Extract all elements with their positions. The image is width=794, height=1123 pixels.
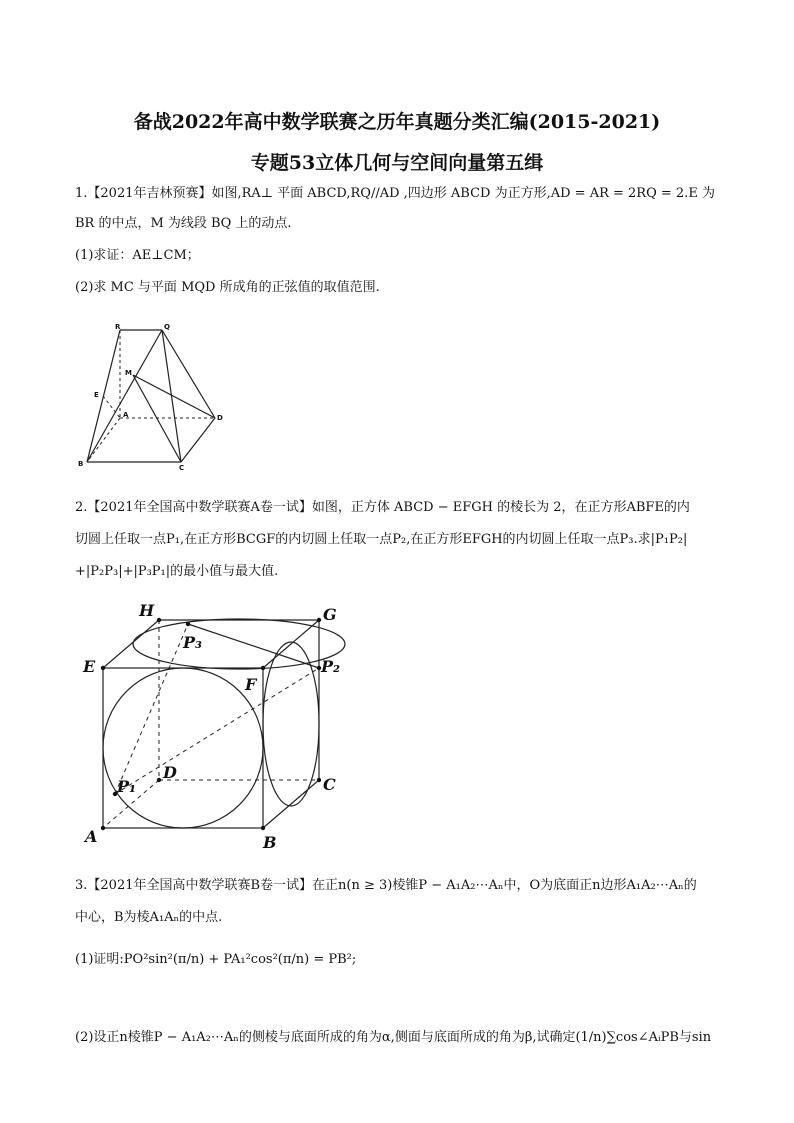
- fig1-label-B: B: [78, 460, 84, 468]
- fig2-label-B: B: [263, 833, 277, 852]
- problem-3-line-2: 中心，B为棱A₁Aₙ的中点.: [75, 910, 223, 925]
- problem-1-part-2: (2)求 MC 与平面 MQD 所成角的正弦值的取值范围.: [75, 280, 380, 295]
- fig1-label-R: R: [115, 323, 121, 331]
- fig2-label-D: D: [163, 763, 177, 782]
- problem-2-line-2: 切圆上任取一点P₁,在正方形BCGF的内切圆上任取一点P₂,在正方形EFGH的内切圆上任取一点P₃.求|P₁P₂|: [75, 532, 688, 547]
- problem-3-part-1: (1)证明:PO²sin²(π/n) + PA₁²cos²(π/n) = PB²;: [75, 952, 357, 967]
- fig2-label-G: G: [323, 605, 337, 624]
- page-title: 备战2022年高中数学联赛之历年真题分类汇编(2015-2021): [133, 111, 661, 133]
- problem-1-part-1: (1)求证：AE⊥CM；: [75, 248, 200, 263]
- page-subtitle: 专题53立体几何与空间向量第五缉: [250, 152, 544, 174]
- fig2-label-C: C: [323, 775, 336, 794]
- fig2-label-F: F: [245, 675, 257, 694]
- fig1-label-D: D: [217, 414, 223, 422]
- problem-3-line-1: 3.【2021年全国高中数学联赛B卷一试】在正n(n ≥ 3)棱锥P − A₁A₂⋯Aₙ中，O为底面正n边形A₁A₂⋯Aₙ的: [75, 878, 697, 893]
- fig1-label-M: M: [125, 369, 132, 377]
- problem-2-line-3: +|P₂P₃|+|P₃P₁|的最小值与最大值.: [75, 564, 279, 579]
- fig2-label-P1: P₁: [117, 777, 137, 796]
- problem-1-figure: [75, 320, 225, 470]
- problem-2-figure: [75, 598, 355, 858]
- problem-1-line-1: 1.【2021年吉林预赛】如图,RA⊥ 平面 ABCD,RQ//AD ,四边形 ABCD 为正方形,AD = AR = 2RQ = 2.E 为: [75, 186, 715, 201]
- fig1-label-A: A: [123, 411, 129, 419]
- fig1-label-C: C: [179, 464, 185, 470]
- fig2-label-P2: P₂: [321, 657, 341, 676]
- fig1-label-Q: Q: [164, 323, 170, 331]
- fig1-label-E: E: [94, 391, 99, 399]
- problem-3-part-2: (2)设正n棱锥P − A₁A₂⋯Aₙ的侧棱与底面所成的角为α,侧面与底面所成的角为β,试确定(1/n)∑cos∠AᵢPB与sin: [75, 1030, 712, 1045]
- fig2-label-P3: P₃: [183, 633, 203, 652]
- fig2-label-H: H: [139, 601, 155, 620]
- fig2-label-A: A: [85, 827, 98, 846]
- problem-2-line-1: 2.【2021年全国高中数学联赛A卷一试】如图，正方体 ABCD − EFGH 的棱长为 2，在正方形ABFE的内: [75, 500, 690, 515]
- fig2-label-E: E: [83, 657, 96, 676]
- problem-1-line-2: BR 的中点，M 为线段 BQ 上的动点.: [75, 216, 292, 231]
